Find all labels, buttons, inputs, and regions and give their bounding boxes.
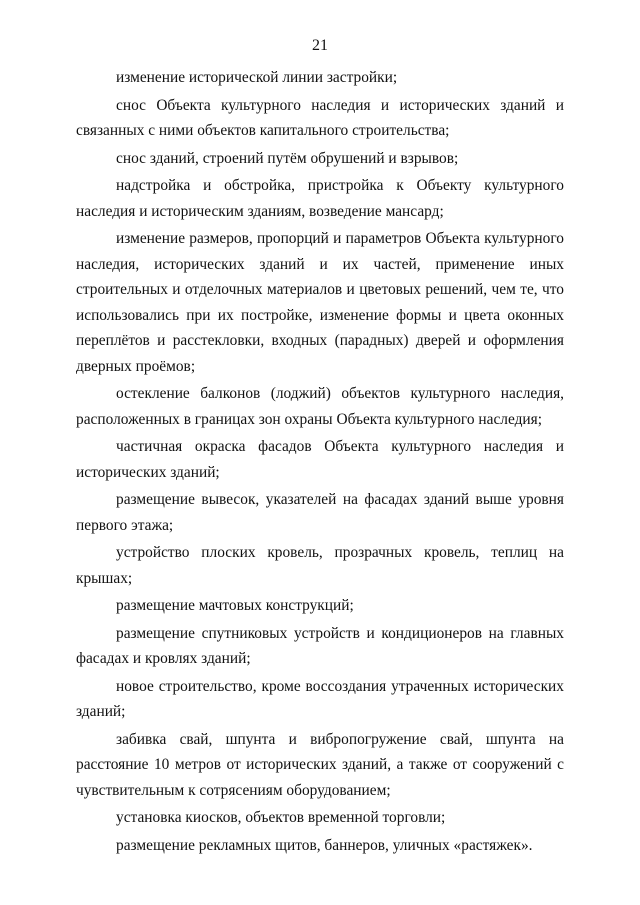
list-item: изменение исторической линии застройки; (116, 69, 398, 86)
list-item: снос Объекта культурного наследия и исторических зданий и связанных с ними объектов капитального строительства; (76, 96, 564, 139)
list-item: частичная окраска фасадов Объекта культурного наследия и исторических зданий; (76, 438, 564, 481)
list-item: устройство плоских кровель, прозрачных кровель, теплиц на крышах; (76, 544, 564, 587)
page-number: 21 (312, 37, 328, 54)
list-item: установка киосков, объектов временной торговли; (116, 809, 446, 826)
list-item: изменение размеров, пропорций и параметров Объекта культурного наследия, исторических зданий и их частей, применение иных строительных и отделочных материалов и цветовых решений, чем те, что использовались при их постройке, изменение формы и цвета оконных переплётов и расстекловки, входных (парадных) дверей и оформления дверных проёмов; (76, 230, 564, 375)
list-item: размещение вывесок, указателей на фасадах зданий выше уровня первого этажа; (76, 491, 564, 534)
list-item: размещение мачтовых конструкций; (116, 597, 354, 614)
list-item: остекление балконов (лоджий) объектов культурного наследия, расположенных в границах зон охраны Объекта культурного наследия; (76, 385, 564, 428)
list-item: размещение спутниковых устройств и кондиционеров на главных фасадах и кровлях зданий; (76, 624, 564, 667)
list-item: надстройка и обстройка, пристройка к Объекту культурного наследия и историческим зданиям, возведение мансард; (76, 177, 564, 220)
document-body (76, 65, 564, 860)
list-item: размещение рекламных щитов, баннеров, уличных «растяжек». (116, 836, 533, 854)
list-item: новое строительство, кроме воссоздания утраченных исторических зданий; (76, 677, 564, 720)
list-item: забивка свай, шпунта и вибропогружение свай, шпунта на расстояние 10 метров от исторических зданий, а также от сооружений с чувствительным к сотрясениям оборудованием; (76, 730, 564, 799)
list-item: снос зданий, строений путём обрушений и взрывов; (116, 149, 459, 167)
